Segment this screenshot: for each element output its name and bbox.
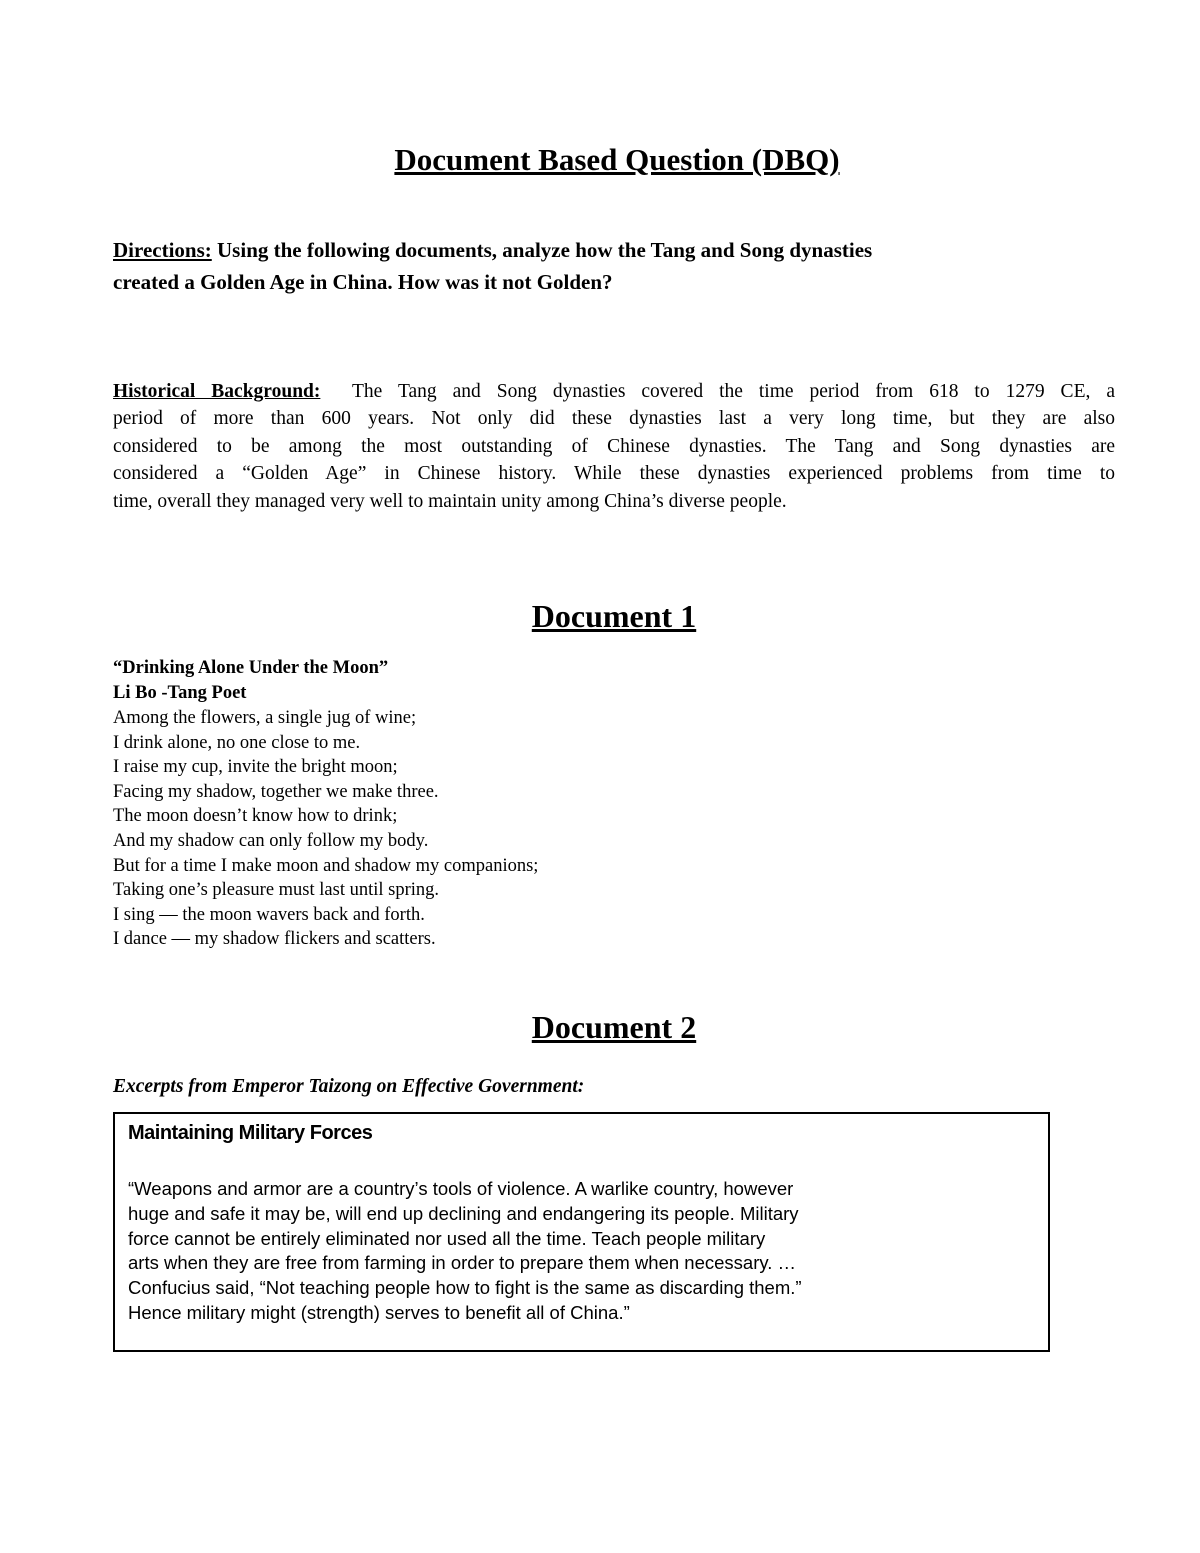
poem-line: I dance — my shadow flickers and scatters. — [113, 929, 436, 950]
poem-line: Facing my shadow, together we make three. — [113, 781, 439, 802]
document-2-subtitle: Excerpts from Emperor Taizong on Effective Government: — [113, 1076, 585, 1097]
background-line — [113, 381, 1115, 403]
quote-line: arts when they are free from farming in order to prepare them when necessary. … — [128, 1252, 797, 1274]
directions-text: created a Golden Age in China. How was it not Golden? — [113, 270, 613, 294]
background-line: considered to be among the most outstanding of Chinese dynasties. The Tang and Song dynasties are — [113, 436, 1115, 457]
poem-line: I raise my cup, invite the bright moon; — [113, 757, 398, 778]
poem-line: Among the flowers, a single jug of wine; — [113, 708, 417, 728]
page-title: Document Based Question (DBQ) — [394, 142, 840, 177]
background-line: time, overall they managed very well to maintain unity among China’s diverse people. — [113, 491, 787, 512]
poem-line: Taking one’s pleasure must last until spring. — [113, 880, 440, 901]
background-text: The Tang and Song dynasties covered the time period from 618 to 1279 CE, a — [352, 381, 1115, 402]
poem-title: “Drinking Alone Under the Moon” — [113, 658, 389, 678]
quote-box-title: Maintaining Military Forces — [128, 1122, 373, 1144]
quote-line: force cannot be entirely eliminated nor used all the time. Teach people military — [128, 1227, 766, 1249]
poem-line: And my shadow can only follow my body. — [113, 831, 429, 851]
directions-label: Directions: — [113, 238, 212, 262]
poem-author: Li Bo -Tang Poet — [113, 683, 247, 703]
document-2-heading: Document 2 — [531, 1009, 697, 1045]
quote-line: “Weapons and armor are a country’s tools of violence. A warlike country, however — [128, 1178, 794, 1199]
quote-line: Confucius said, “Not teaching people how to fight is the same as discarding them.” — [128, 1277, 802, 1299]
poem-line: But for a time I make moon and shadow my companions; — [113, 855, 539, 876]
background-line: considered a “Golden Age” in Chinese history. While these dynasties experienced problems from time to — [113, 463, 1115, 484]
directions-line — [113, 238, 872, 263]
directions-text: Using the following documents, analyze how the Tang and Song dynasties — [217, 238, 873, 262]
background-label: Historical Background: — [113, 381, 321, 402]
poem-line: I drink alone, no one close to me. — [113, 732, 361, 753]
background-line: period of more than 600 years. Not only did these dynasties last a very long time, but they are also — [113, 408, 1115, 429]
poem-line: I sing — the moon wavers back and forth. — [113, 904, 425, 925]
quote-line: huge and safe it may be, will end up declining and endangering its people. Military — [128, 1202, 799, 1224]
document-1-heading: Document 1 — [531, 598, 697, 634]
quote-line: Hence military might (strength) serves to benefit all of China.” — [128, 1302, 630, 1323]
poem-line: The moon doesn’t know how to drink; — [113, 806, 398, 827]
